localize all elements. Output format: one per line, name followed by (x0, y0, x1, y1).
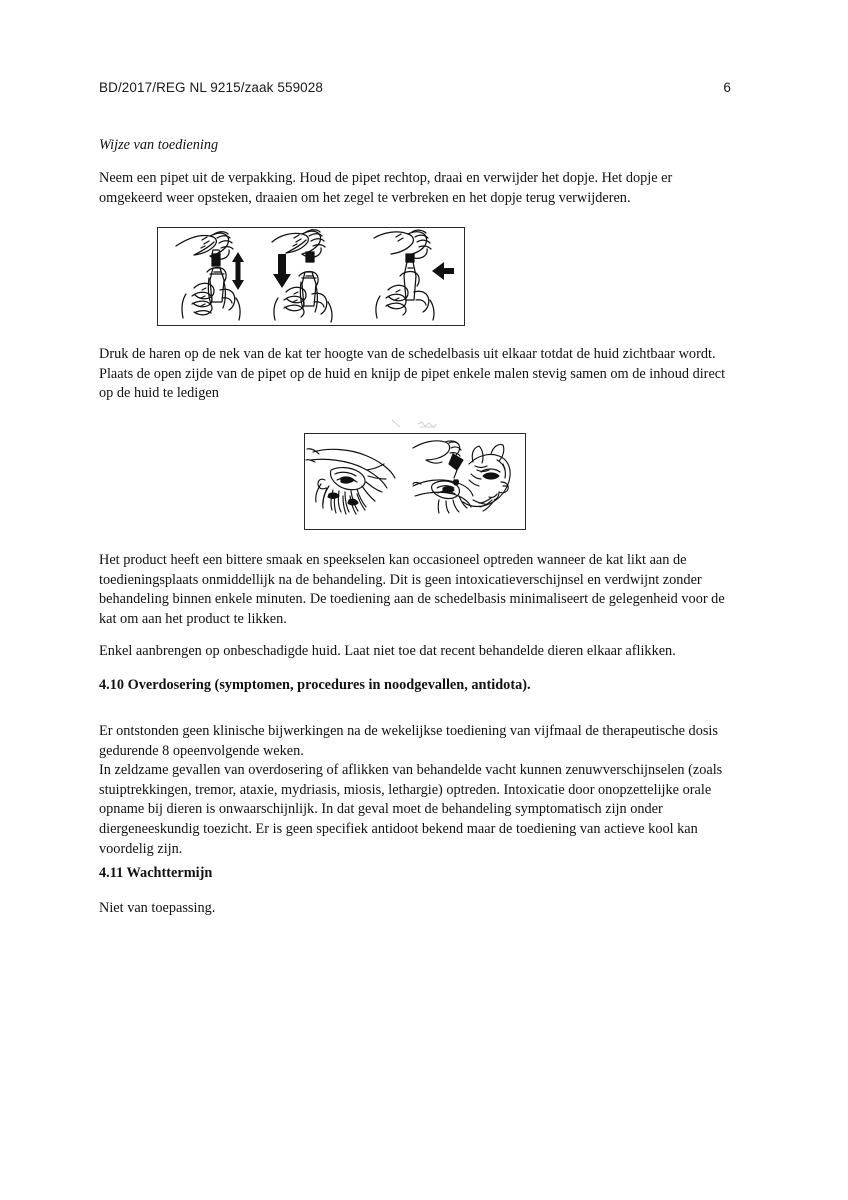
double-headed-vertical-arrow-icon (232, 252, 244, 290)
paragraph-bitter-taste: Het product heeft een bittere smaak en speekselen kan occasioneel optreden wanneer de kat likt aan de toedieningsplaats onmiddellijk na de behandeling. Dit is geen intoxicatieverschijnsel en verdwijnt zonder behandeling binnen enkele minuten. De toediening aan de schedelbasis minimaliseert de gelegenheid voor de kat om aan het product te likken. (99, 552, 725, 627)
heading-4-11-withdrawal-period: 4.11 Wachttermijn (99, 865, 213, 881)
paragraph-overdosage-line-1: Er ontstonden geen klinische bijwerkingen na de wekelijkse toediening van vijfmaal de therapeutische dosis gedurende 8 opeenvolgende weken. (99, 723, 718, 759)
application-to-cat-drawing (305, 434, 524, 528)
document-reference: BD/2017/REG NL 9215/zaak 559028 (99, 80, 323, 95)
heading-4-10-overdosage: 4.10 Overdosering (symptomen, procedures in noodgevallen, antidota). (99, 677, 531, 693)
down-arrow-icon (273, 254, 291, 288)
paragraph-not-applicable: Niet van toepassing. (99, 900, 216, 916)
left-arrow-icon (432, 262, 454, 280)
page-header (99, 80, 731, 95)
scan-artifact-smudge (390, 418, 470, 432)
paragraph-overdosage (99, 722, 735, 859)
paragraph-application-instructions: Druk de haren op de nek van de kat ter hoogte van de schedelbasis uit elkaar totdat de huid zichtbaar wordt. Plaats de open zijde van de pipet op de huid en knijp de pipet enkele malen stevig samen om de inhoud direct op de huid te ledigen (99, 346, 726, 402)
paragraph-undamaged-skin: Enkel aanbrengen op onbeschadigde huid. Laat niet toe dat recent behandelde dieren elkaar aflikken. (99, 643, 676, 659)
paragraph-pipette-instructions: Neem een pipet uit de verpakking. Houd de pipet rechtop, draai en verwijder het dopje. Het dopje er omgekeerd weer opsteken, draaien om het zegel te verbreken en het dopje terug verwijderen. (99, 170, 673, 206)
application-to-cat-illustration (304, 433, 526, 530)
page-number: 6 (723, 80, 731, 95)
hand-parting-fur-icon (306, 449, 395, 514)
administration-method-heading: Wijze van toediening (99, 137, 219, 153)
paragraph-overdosage-line-2: In zeldzame gevallen van overdosering of aflikken van behandelde vacht kunnen zenuwverschijnselen (zoals stuiptrekkingen, tremor, ataxie, mydriasis, miosis, lethargie) optreden. Intoxicatie door onopzettelijke orale opname bij dieren is onwaarschijnlijk. In dat geval moet de behandeling symptomatisch zijn onder diergeneeskundig toezicht. Er is geen specifiek antidoot bekend maar de toediening van actieve kool kan voordelig zijn. (99, 762, 723, 857)
pipette-preparation-drawing (158, 228, 463, 324)
pipette-preparation-illustration (157, 227, 465, 326)
pipette-on-cat-neck-icon (413, 441, 510, 513)
